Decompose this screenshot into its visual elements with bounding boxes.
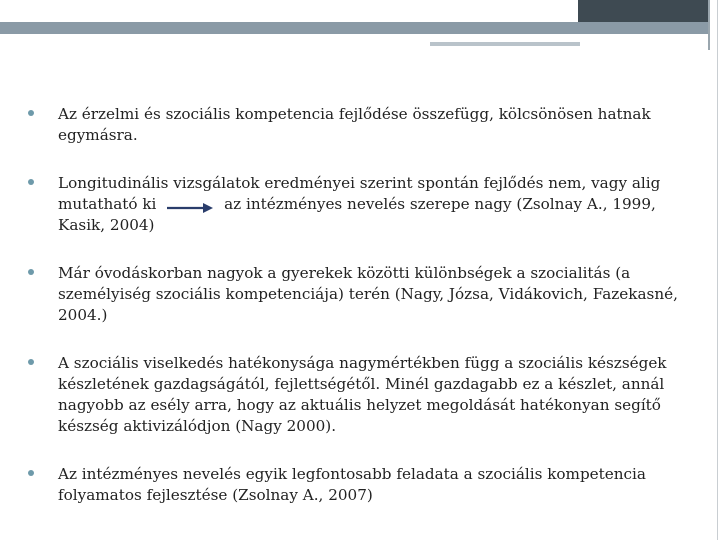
bullet-item [24, 104, 700, 146]
bullet-item [24, 173, 700, 236]
bullet-text: Az intézményes nevelés egyik legfontosabb feladata a szociális kompetencia folyamatos fejlesztése (Zsolnay A., 2007) [58, 465, 646, 504]
bullet-text: A szociális viselkedés hatékonysága nagymértékben függ a szociális készségek készletének gazdagságától, fejlettségétől. Minél gazdagabb ez a készlet, annál nagyobb az esély arra, hogy az aktuális helyzet megoldását hatékonyan segítő készség aktivizálódjon (Nagy 2000). [58, 354, 667, 435]
bullet-dot-icon [28, 110, 34, 116]
bullet-item [24, 353, 700, 437]
bullet-dot-icon [28, 179, 34, 185]
header-bar [0, 22, 710, 34]
header-accent-block [578, 0, 710, 23]
bullet-dot-icon [28, 269, 34, 275]
bullet-text: Az érzelmi és szociális kompetencia fejlődése összefügg, kölcsönösen hatnak egymásra. [58, 105, 651, 144]
bullet-item [24, 263, 700, 326]
header-underline [430, 42, 580, 46]
bullet-dot-icon [28, 470, 34, 476]
bullet-item [24, 464, 700, 506]
slide-content [24, 104, 700, 533]
bullet-text-after: az intézményes nevelés szerepe nagy (Zsolnay A., 1999, Kasik, 2004) [58, 195, 656, 234]
bullet-text: Már óvodáskorban nagyok a gyerekek közötti különbségek a szocialitás (a személyiség szociális kompetenciája) terén (Nagy, Józsa, Vidákovich, Fazekasné, 2004.) [58, 264, 678, 324]
right-edge-accent [708, 0, 710, 50]
right-arrow-icon [165, 199, 215, 211]
bullet-text-before: Longitudinális vizsgálatok eredményei szerint spontán fejlődés nem, vagy alig mutatható ki [58, 174, 661, 213]
bullet-dot-icon [28, 359, 34, 365]
right-edge-rule [717, 0, 718, 540]
